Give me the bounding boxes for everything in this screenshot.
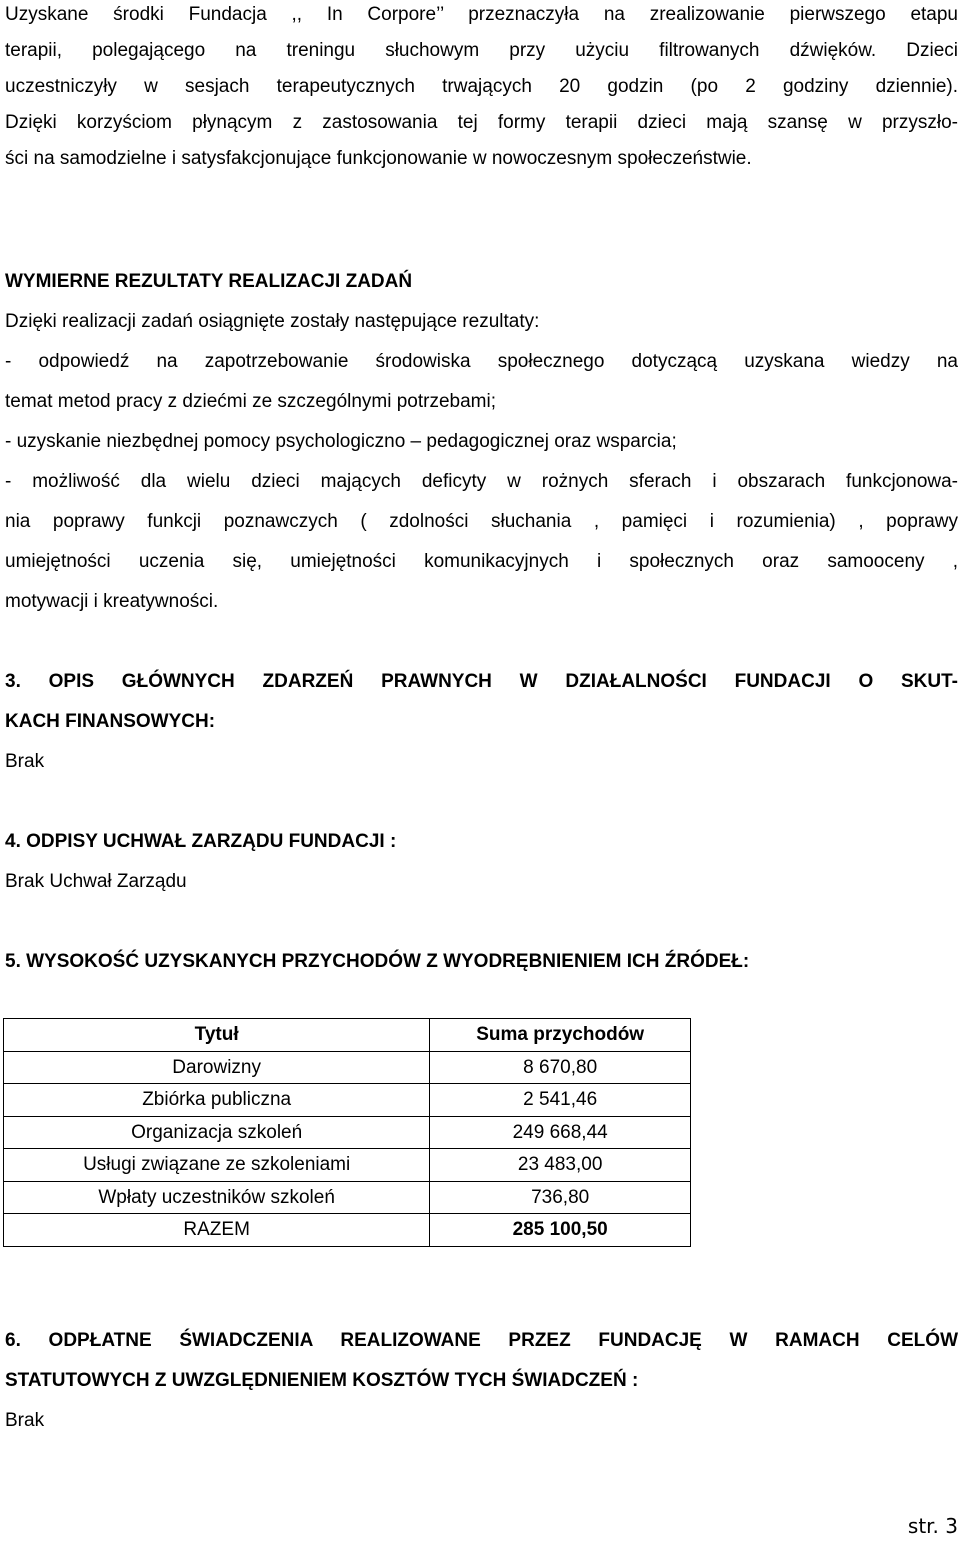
results-line: nia poprawy funkcji poznawczych ( zdolności słuchania , pamięci i rozumienia) , poprawy (5, 511, 958, 532)
section-3-heading: 3. OPIS GŁÓWNYCH ZDARZEŃ PRAWNYCH W DZIAŁALNOŚCI FUNDACJI O SKUT- (5, 671, 958, 692)
table-total-label: RAZEM (4, 1214, 430, 1247)
section-5 (5, 942, 958, 1247)
results-line: - uzyskanie niezbędnej pomocy psychologiczno – pedagogicznej oraz wsparcia; (5, 431, 677, 452)
table-cell-title: Darowizny (4, 1051, 430, 1084)
table-cell-sum: 23 483,00 (430, 1149, 691, 1182)
table-header-sum: Suma przychodów (430, 1019, 691, 1052)
table-cell-title: Wpłaty uczestników szkoleń (4, 1181, 430, 1214)
table-cell-sum: 249 668,44 (430, 1116, 691, 1149)
table-row (4, 1051, 691, 1084)
spacer (5, 902, 958, 942)
results-line: - możliwość dla wielu dzieci mających deficyty w rożnych sferach i obszarach funkcjonowa- (5, 471, 958, 492)
table-cell-title: Zbiórka publiczna (4, 1084, 430, 1117)
results-line: - odpowiedź na zapotrzebowanie środowiska społecznego dotyczącą uzyskana wiedzy na (5, 351, 958, 372)
table-total-sum: 285 100,50 (430, 1214, 691, 1247)
table-row (4, 1149, 691, 1182)
table-cell-title: Usługi związane ze szkoleniami (4, 1149, 430, 1182)
intro-paragraph (5, 0, 958, 177)
results-line: motywacji i kreatywności. (5, 591, 219, 612)
section-6-heading-cont: STATUTOWYCH Z UWZGLĘDNIENIEM KOSZTÓW TYCH ŚWIADCZEŃ : (5, 1369, 639, 1391)
table-cell-title: Organizacja szkoleń (4, 1116, 430, 1149)
income-table (3, 1018, 691, 1247)
spacer (5, 982, 958, 1018)
page-number: str. 3 (907, 1514, 958, 1538)
intro-line: Uzyskane środki Fundacja ,, In Corpore’’ przeznaczyła na zrealizowanie pierwszego etapu (5, 4, 958, 25)
section-3-heading-cont: KACH FINANSOWYCH: (5, 711, 216, 732)
table-cell-sum: 8 670,80 (430, 1051, 691, 1084)
spacer (5, 1247, 958, 1321)
table-row (4, 1084, 691, 1117)
results-lead: Dzięki realizacji zadań osiągnięte zostały następujące rezultaty: (5, 311, 540, 332)
table-header-title: Tytuł (4, 1019, 430, 1052)
intro-line: terapii, polegającego na treningu słuchowym przy użyciu filtrowanych dźwięków. Dzieci (5, 40, 958, 61)
table-row (4, 1116, 691, 1149)
table-cell-sum: 736,80 (430, 1181, 691, 1214)
spacer (5, 177, 958, 262)
section-5-heading: 5. WYSOKOŚĆ UZYSKANYCH PRZYCHODÓW Z WYODRĘBNIENIEM ICH ŹRÓDEŁ: (5, 951, 750, 972)
results-line: temat metod pracy z dziećmi ze szczególnymi potrzebami; (5, 391, 497, 412)
spacer (5, 622, 958, 662)
intro-line: Dzięki korzyściom płynącym z zastosowania tej formy terapii dzieci mają szansę w przyszło- (5, 112, 958, 133)
section-6-body: Brak (5, 1409, 45, 1431)
intro-line: uczestniczyły w sesjach terapeutycznych trwających 20 godzin (po 2 godziny dziennie). (5, 76, 958, 97)
section-4-body: Brak Uchwał Zarządu (5, 871, 187, 892)
results-section (5, 262, 958, 622)
table-cell-sum: 2 541,46 (430, 1084, 691, 1117)
section-3-body: Brak (5, 751, 45, 772)
section-4-heading: 4. ODPISY UCHWAŁ ZARZĄDU FUNDACJI : (5, 831, 397, 852)
section-3 (5, 662, 958, 782)
section-4 (5, 822, 958, 902)
table-total-row (4, 1214, 691, 1247)
section-6 (5, 1321, 958, 1441)
table-header-row (4, 1019, 691, 1052)
results-heading: WYMIERNE REZULTATY REALIZACJI ZADAŃ (5, 271, 413, 292)
document-page (5, 0, 958, 1441)
spacer (5, 782, 958, 822)
table-row (4, 1181, 691, 1214)
intro-line: ści na samodzielne i satysfakcjonujące funkcjonowanie w nowoczesnym społeczeństwie. (5, 148, 752, 169)
section-6-heading: 6. ODPŁATNE ŚWIADCZENIA REALIZOWANE PRZEZ FUNDACJĘ W RAMACH CELÓW (5, 1329, 958, 1351)
results-line: umiejętności uczenia się, umiejętności komunikacyjnych i społecznych oraz samooceny , (5, 551, 958, 572)
